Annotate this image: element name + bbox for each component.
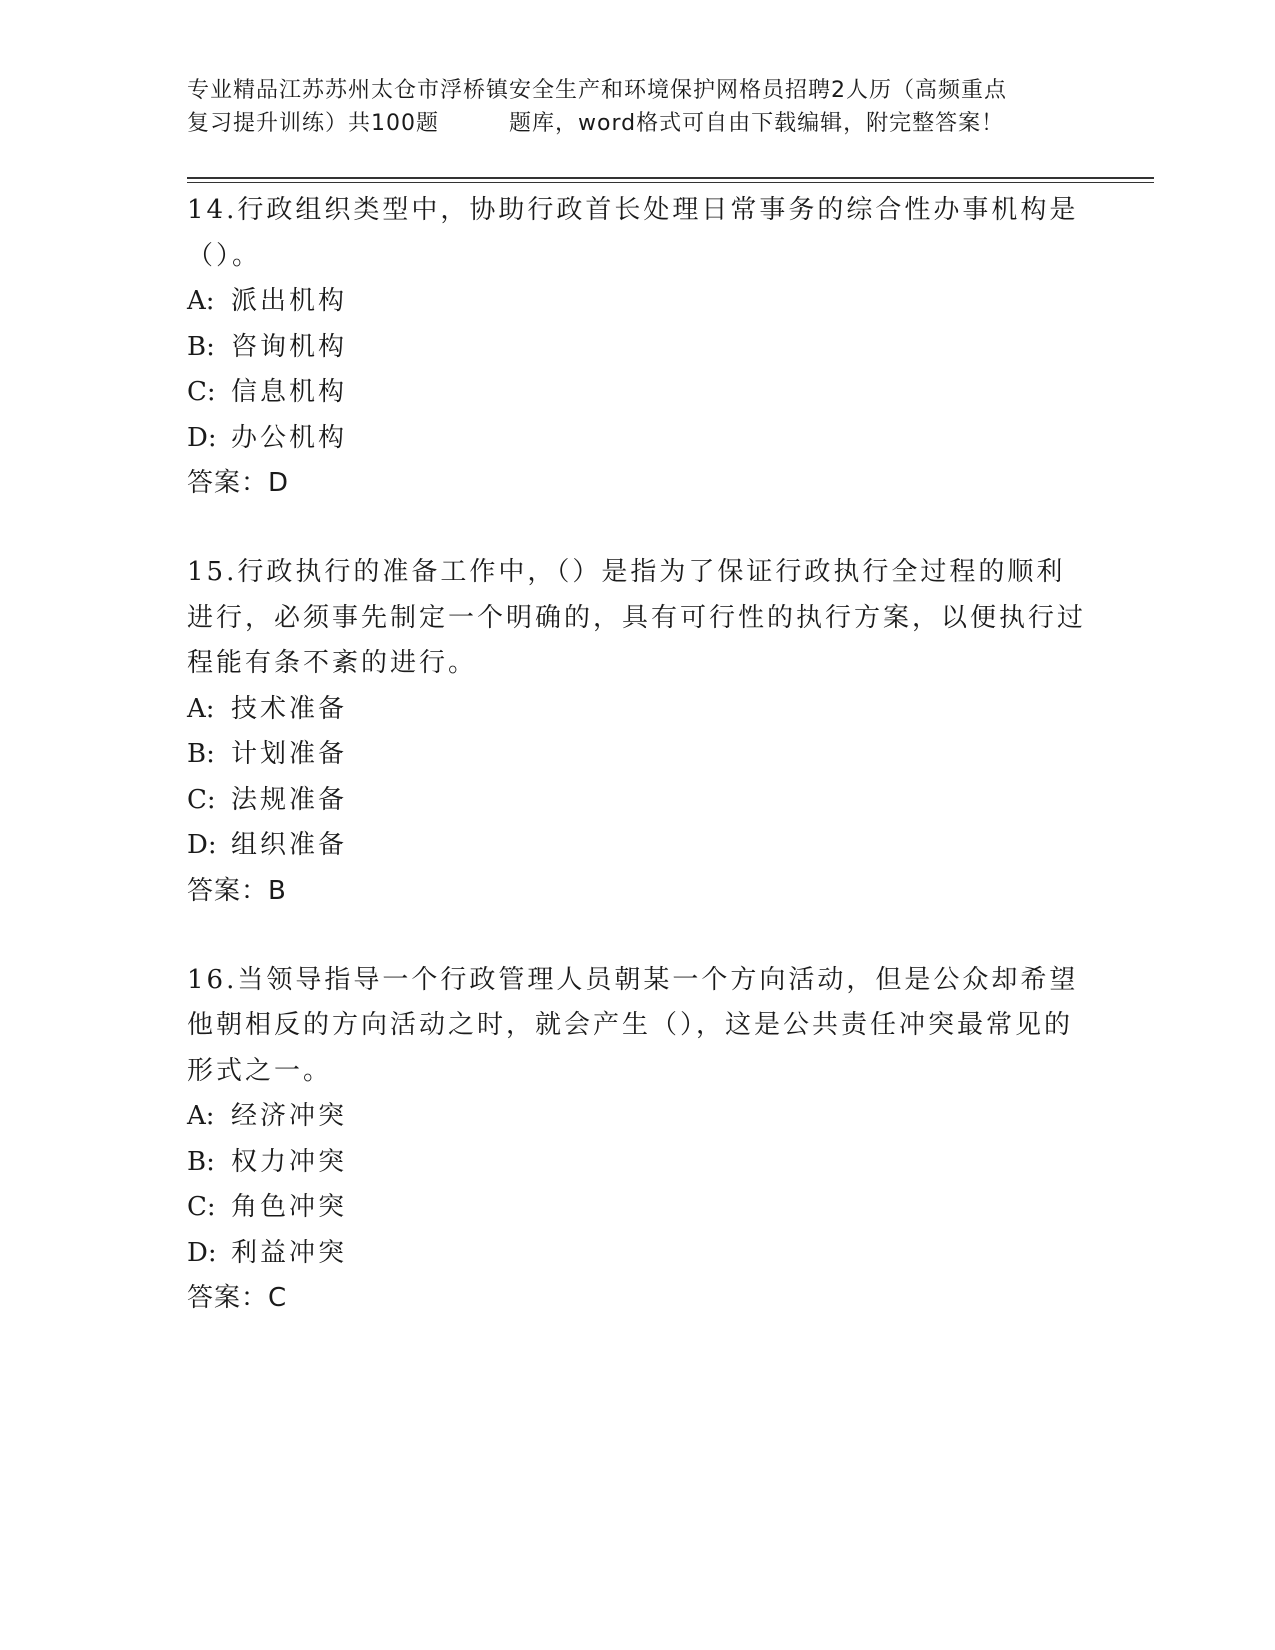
option-text: 权力冲突 [231, 1146, 348, 1177]
option-letter: D: [187, 1237, 217, 1268]
option-a [187, 687, 1087, 733]
option-letter: C: [187, 377, 216, 407]
option-text: 利益冲突 [231, 1237, 348, 1268]
option-c [187, 1185, 1087, 1231]
option-letter: B: [187, 739, 215, 769]
question-list [187, 188, 1087, 1320]
answer-line: 答案：B [187, 875, 287, 906]
option-d [187, 1231, 1087, 1277]
option-letter: C: [187, 1192, 216, 1222]
option-d [187, 416, 1087, 462]
question-16 [187, 958, 1087, 1321]
option-letter: A: [187, 286, 215, 316]
header-line-2 [187, 107, 1087, 140]
question-stem: 15.行政执行的准备工作中，（）是指为了保证行政执行全过程的顺利进行，必须事先制定一个明确的，具有可行性的执行方案，以便执行过程能有条不紊的进行。 [187, 557, 1087, 678]
option-text: 计划准备 [231, 739, 348, 769]
option-letter: C: [187, 784, 216, 815]
option-text: 经济冲突 [231, 1101, 348, 1131]
option-letter: D: [187, 830, 217, 860]
option-text: 角色冲突 [231, 1192, 348, 1222]
question-stem: 14.行政组织类型中，协助行政首长处理日常事务的综合性办事机构是（）。 [187, 195, 1079, 271]
page-header [187, 74, 1087, 140]
option-letter: A: [187, 693, 215, 724]
option-b [187, 325, 1087, 371]
option-b [187, 1140, 1087, 1186]
header-line-2-part-2: 题库，word格式可自由下载编辑，附完整答案！ [509, 111, 1005, 136]
option-d [187, 823, 1087, 869]
question-gap [187, 913, 1087, 958]
option-c [187, 370, 1087, 416]
option-text: 派出机构 [231, 286, 348, 316]
answer-line: 答案：C [187, 1283, 288, 1313]
option-c [187, 778, 1087, 824]
option-letter: B: [187, 331, 215, 362]
option-text: 办公机构 [231, 422, 348, 453]
question-gap [187, 505, 1087, 550]
header-rule-thin [187, 182, 1154, 183]
question-14 [187, 188, 1087, 505]
question-stem: 16.当领导指导一个行政管理人员朝某一个方向活动，但是公众却希望他朝相反的方向活动之时，就会产生（），这是公共责任冲突最常见的形式之一。 [187, 964, 1079, 1086]
option-a [187, 279, 1087, 325]
header-rule-thick [187, 177, 1154, 179]
option-text: 技术准备 [231, 693, 348, 724]
option-b [187, 732, 1087, 778]
option-letter: A: [187, 1101, 215, 1131]
option-letter: D: [187, 422, 217, 453]
header-line-2-part-1: 复习提升训练）共100题 [187, 111, 439, 136]
option-letter: B: [187, 1146, 215, 1177]
option-text: 咨询机构 [231, 331, 348, 362]
question-15 [187, 550, 1087, 913]
option-text: 组织准备 [231, 830, 348, 860]
option-a [187, 1094, 1087, 1140]
option-text: 信息机构 [231, 377, 348, 407]
option-text: 法规准备 [231, 784, 348, 815]
answer-line: 答案：D [187, 468, 290, 498]
header-line-1: 专业精品江苏苏州太仓市浮桥镇安全生产和环境保护网格员招聘2人历（高频重点 [187, 78, 1007, 103]
